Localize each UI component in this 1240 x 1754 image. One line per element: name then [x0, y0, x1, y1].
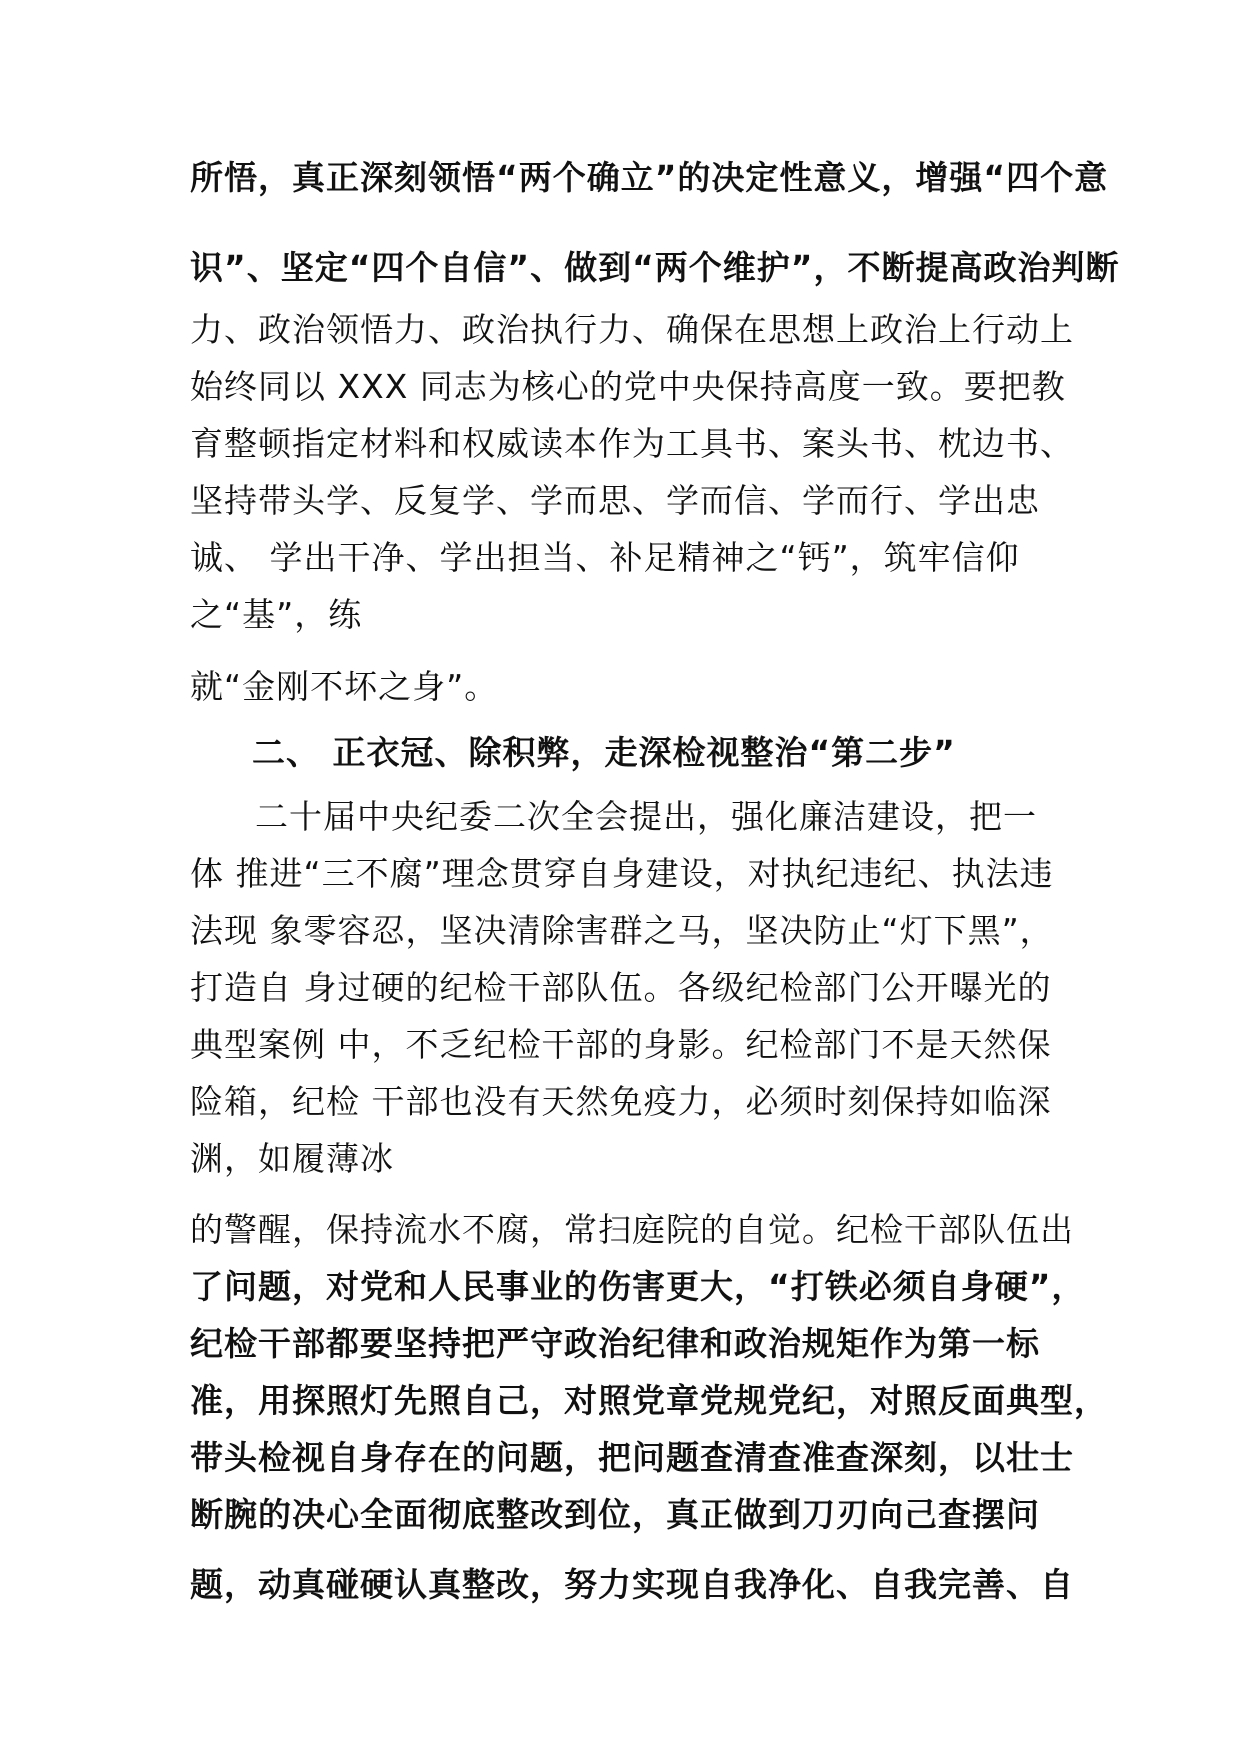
text-line-15: 典型案例 中，不乏纪检干部的身影。纪检部门不是天然保 — [190, 1025, 1052, 1064]
text-line-8: 之“基”，练 — [190, 595, 363, 634]
text-line-22: 带头检视自身存在的问题，把问题查清查准查深刻，以壮士 — [190, 1438, 1074, 1477]
text-line-5: 育整顿指定材料和权威读本作为工具书、案头书、枕边书、 — [190, 424, 1074, 463]
text-line-13: 法现 象零容忍，坚决清除害群之马，坚决防止“灯下黑”， — [190, 911, 1054, 950]
text-line-21: 准，用探照灯先照自己，对照党章党规党纪，对照反面典型， — [190, 1381, 1108, 1420]
text-line-2: 识”、坚定“四个自信”、做到“两个维护”，不断提高政治判断 — [190, 248, 1120, 287]
text-line-7: 诚、 学出干净、学出担当、补足精神之“钙”，筑牢信仰 — [190, 538, 1020, 577]
text-line-17: 渊，如履薄冰 — [190, 1139, 394, 1178]
text-line-18: 的警醒，保持流水不腐，常扫庭院的自觉。纪检干部队伍出 — [190, 1210, 1074, 1249]
section-heading: 二、 正衣冠、除积弊，走深检视整治“第二步” — [252, 733, 956, 772]
text-line-12: 体 推进“三不腐”理念贯穿自身建设，对执纪违纪、执法违 — [190, 854, 1054, 893]
text-line-23: 断腕的决心全面彻底整改到位，真正做到刀刃向己查摆问 — [190, 1495, 1040, 1534]
text-line-19: 了问题，对党和人民事业的伤害更大，“打铁必须自身硬”， — [190, 1267, 1086, 1306]
text-line-6: 坚持带头学、反复学、学而思、学而信、学而行、学出忠 — [190, 481, 1040, 520]
text-line-3: 力、政治领悟力、政治执行力、确保在思想上政治上行动上 — [190, 310, 1074, 349]
text-line-1: 所悟，真正深刻领悟“两个确立”的决定性意义，增强“四个意 — [190, 158, 1109, 197]
text-line-24: 题，动真碰硬认真整改，努力实现自我净化、自我完善、自 — [190, 1565, 1074, 1604]
text-line-20: 纪检干部都要坚持把严守政治纪律和政治规矩作为第一标 — [190, 1324, 1040, 1363]
text-line-16: 险箱，纪检 干部也没有天然免疫力，必须时刻保持如临深 — [190, 1082, 1052, 1121]
text-line-11: 二十届中央纪委二次全会提出，强化廉洁建设，把一 — [255, 797, 1037, 836]
text-line-14: 打造自 身过硬的纪检干部队伍。各级纪检部门公开曝光的 — [190, 968, 1052, 1007]
text-line-4: 始终同以 XXX 同志为核心的党中央保持高度一致。要把教 — [190, 367, 1066, 406]
text-line-9: 就“金刚不坏之身”。 — [190, 667, 499, 706]
